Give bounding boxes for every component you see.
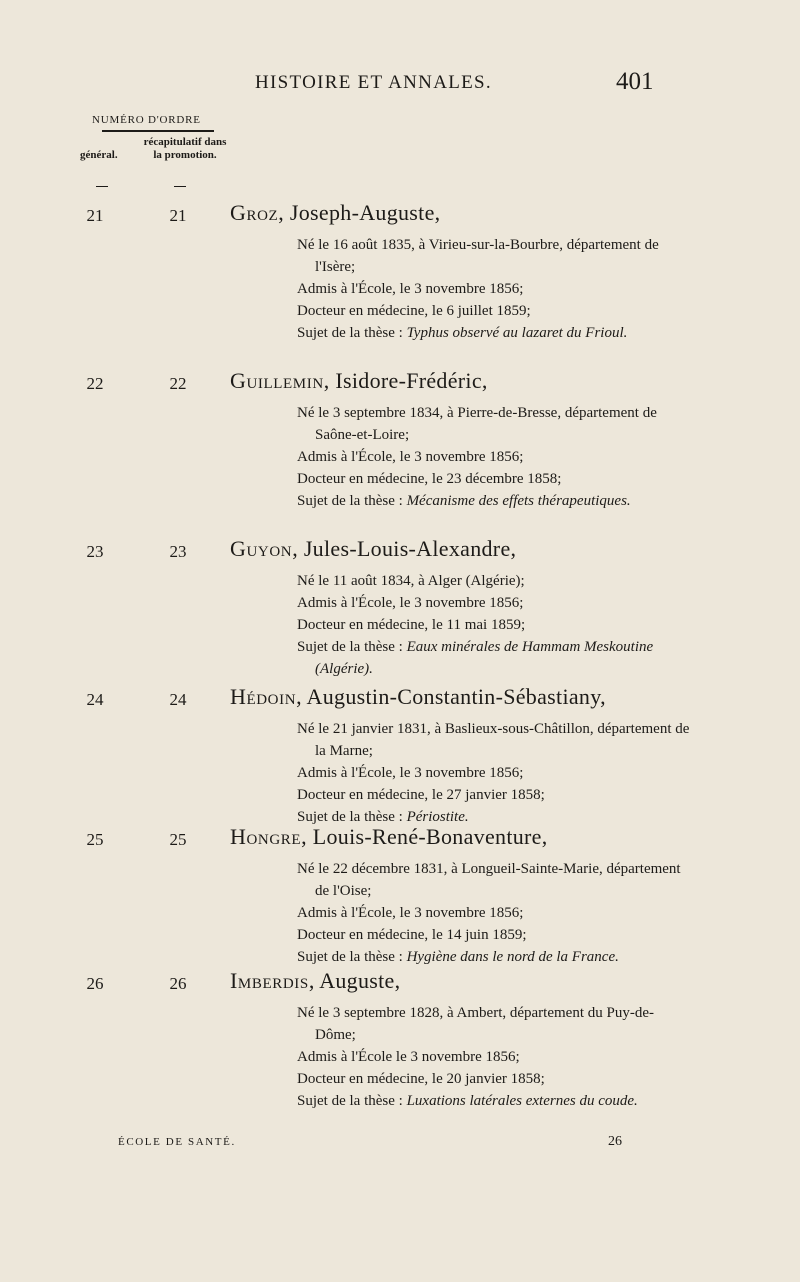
given-names: , Isidore-Frédéric, <box>323 368 488 393</box>
thesis-title: Mécanisme des effets thérapeutiques. <box>406 493 631 509</box>
signature-mark: ÉCOLE DE SANTÉ. <box>118 1136 236 1148</box>
thesis-title: Périostite. <box>406 809 469 825</box>
surname: Guyon <box>230 536 293 561</box>
given-names: , Auguste, <box>308 968 401 993</box>
doctorate-line: Docteur en médecine, le 6 juillet 1859; <box>297 303 531 319</box>
thesis-prefix: Sujet de la thèse : <box>297 949 407 965</box>
surname: Hongre <box>230 824 302 849</box>
doctorate-line: Docteur en médecine, le 14 juin 1859; <box>297 927 527 943</box>
thesis-title: Hygiène dans le nord de la France. <box>406 949 619 965</box>
surname: Guillemin <box>230 368 324 393</box>
entry-details <box>297 234 692 344</box>
column-dash-general <box>96 186 108 187</box>
number-promotion: 22 <box>169 374 187 393</box>
running-title: HISTOIRE ET ANNALES. <box>255 72 492 93</box>
number-general: 22 <box>86 374 104 393</box>
birth-line: Né le 21 janvier 1831, à Baslieux-sous-Châtillon, département de la Marne; <box>297 721 690 759</box>
student-name <box>230 824 548 850</box>
thesis-title: Eaux minérales de Hammam Meskoutine (Algérie). <box>315 639 654 677</box>
number-promotion: 26 <box>169 974 187 993</box>
doctorate-line: Docteur en médecine, le 20 janvier 1858; <box>297 1071 545 1087</box>
thesis-title: Luxations latérales externes du coude. <box>406 1093 638 1109</box>
birth-line: Né le 16 août 1835, à Virieu-sur-la-Bourbre, département de l'Isère; <box>297 237 659 275</box>
number-promotion: 24 <box>169 690 187 709</box>
running-head <box>0 68 800 102</box>
student-name <box>230 684 606 710</box>
given-names: , Augustin-Constantin-Sébastiany, <box>296 684 606 709</box>
surname: Imberdis <box>230 968 309 993</box>
thesis-title: Typhus observé au lazaret du Frioul. <box>406 325 628 341</box>
birth-line: Né le 3 septembre 1834, à Pierre-de-Bresse, département de Saône-et-Loire; <box>297 405 657 443</box>
doctorate-line: Docteur en médecine, le 23 décembre 1858; <box>297 471 562 487</box>
gathering-number: 26 <box>608 1134 622 1149</box>
thesis-prefix: Sujet de la thèse : <box>297 493 407 509</box>
entry-details <box>297 570 692 680</box>
entry-details <box>297 858 692 968</box>
birth-line: Né le 22 décembre 1831, à Longueil-Sainte-Marie, département de l'Oise; <box>297 861 681 899</box>
surname: Hédoin <box>230 684 297 709</box>
thesis-prefix: Sujet de la thèse : <box>297 1093 407 1109</box>
column-header-recap: récapitulatif dans la promotion. <box>143 136 227 161</box>
admission-line: Admis à l'École le 3 novembre 1856; <box>297 1049 520 1065</box>
birth-line: Né le 11 août 1834, à Alger (Algérie); <box>297 573 525 589</box>
admission-line: Admis à l'École, le 3 novembre 1856; <box>297 595 524 611</box>
column-header-rule <box>102 130 214 132</box>
admission-line: Admis à l'École, le 3 novembre 1856; <box>297 905 524 921</box>
number-promotion: 25 <box>169 830 187 849</box>
admission-line: Admis à l'École, le 3 novembre 1856; <box>297 281 524 297</box>
thesis-prefix: Sujet de la thèse : <box>297 809 407 825</box>
student-name <box>230 536 516 562</box>
column-dash-recap <box>174 186 186 187</box>
number-general: 21 <box>86 206 104 225</box>
thesis-line <box>297 636 692 680</box>
number-general: 23 <box>86 542 104 561</box>
thesis-line <box>297 490 692 512</box>
given-names: , Louis-René-Bonaventure, <box>301 824 548 849</box>
given-names: , Joseph-Auguste, <box>278 200 441 225</box>
admission-line: Admis à l'École, le 3 novembre 1856; <box>297 765 524 781</box>
admission-line: Admis à l'École, le 3 novembre 1856; <box>297 449 524 465</box>
doctorate-line: Docteur en médecine, le 11 mai 1859; <box>297 617 526 633</box>
number-general: 24 <box>86 690 104 709</box>
thesis-line <box>297 322 692 344</box>
birth-line: Né le 3 septembre 1828, à Ambert, département du Puy-de-Dôme; <box>297 1005 654 1043</box>
page-number: 401 <box>616 68 654 95</box>
thesis-prefix: Sujet de la thèse : <box>297 325 407 341</box>
student-name <box>230 368 488 394</box>
student-name <box>230 200 440 226</box>
entry-details <box>297 1002 692 1112</box>
given-names: , Jules-Louis-Alexandre, <box>292 536 517 561</box>
surname: Groz <box>230 200 279 225</box>
thesis-prefix: Sujet de la thèse : <box>297 639 407 655</box>
doctorate-line: Docteur en médecine, le 27 janvier 1858; <box>297 787 545 803</box>
entry-details <box>297 402 692 512</box>
number-promotion: 21 <box>169 206 187 225</box>
number-general: 26 <box>86 974 104 993</box>
thesis-line <box>297 1090 692 1112</box>
column-header-general: général. <box>80 149 118 161</box>
student-name <box>230 968 400 994</box>
column-header-title: NUMÉRO D'ORDRE <box>92 114 201 126</box>
entry-details <box>297 718 692 828</box>
thesis-line <box>297 946 692 968</box>
number-promotion: 23 <box>169 542 187 561</box>
number-general: 25 <box>86 830 104 849</box>
